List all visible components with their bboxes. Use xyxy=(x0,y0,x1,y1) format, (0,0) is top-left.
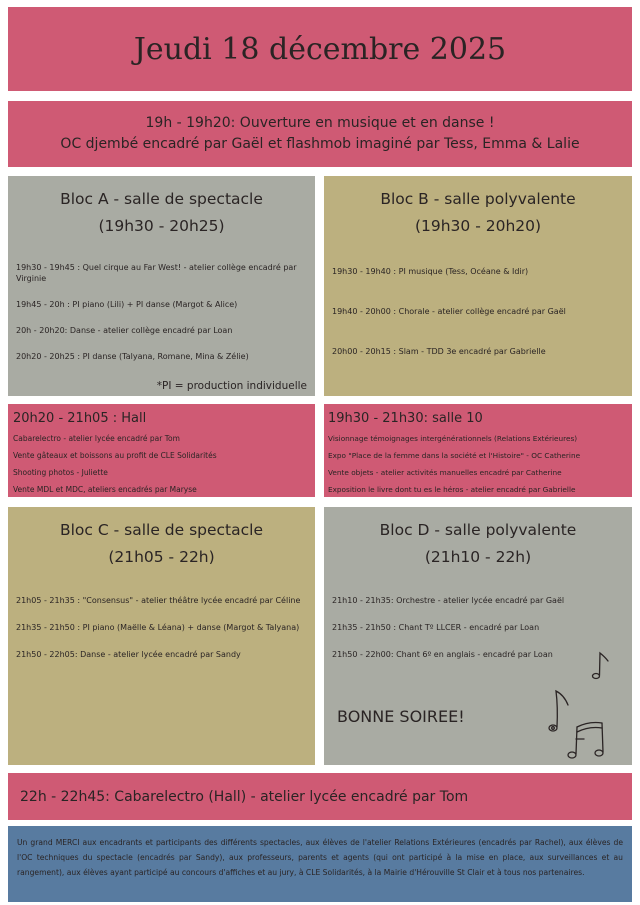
bloc-d-time: (21h10 - 22h) xyxy=(424,548,532,566)
bloc-c-panel xyxy=(8,507,315,765)
hall-item: Vente MDL et MDC, ateliers encadrés par Maryse xyxy=(13,485,197,494)
bloc-a-item: 19h30 - 19h45 : Quel cirque au Far West! - atelier collège encadré par Virginie xyxy=(16,263,297,283)
bloc-b-time: (19h30 - 20h20) xyxy=(414,217,542,235)
bloc-a-note: *PI = production individuelle xyxy=(156,380,307,392)
hall-panel xyxy=(8,404,315,497)
opening-line-1: 19h - 19h20: Ouverture en musique et en danse ! xyxy=(145,115,495,131)
bloc-a-title: Bloc A - salle de spectacle xyxy=(60,190,263,208)
bloc-b-title: Bloc B - salle polyvalente xyxy=(380,190,576,208)
salle10-item: Exposition le livre dont tu es le héros - atelier encadré par Gabrielle xyxy=(328,485,576,494)
hall-item: Shooting photos - Juliette xyxy=(13,468,108,477)
bloc-c-title: Bloc C - salle de spectacle xyxy=(59,521,263,539)
opening-banner xyxy=(8,101,632,167)
bloc-a-panel xyxy=(8,176,315,396)
thanks-panel xyxy=(8,826,632,902)
bloc-b-item: 20h00 - 20h15 : Slam - TDD 3e encadré par Gabrielle xyxy=(332,347,546,356)
hall-title: 20h20 - 21h05 : Hall xyxy=(13,411,147,426)
bloc-d-item: 21h35 - 21h50 : Chant Tº LLCER - encadré par Loan xyxy=(332,623,540,632)
bloc-d-item: 21h10 - 21h35: Orchestre - atelier lycée encadré par Gaël xyxy=(332,596,565,605)
salle10-item: Visionnage témoignages intergénérationnels (Relations Extérieures) xyxy=(328,434,578,443)
page-title: Jeudi 18 décembre 2025 xyxy=(133,31,507,67)
hall-item: Cabarelectro - atelier lycée encadré par Tom xyxy=(13,434,180,443)
bloc-c-time: (21h05 - 22h) xyxy=(108,548,215,566)
bloc-a-item: 19h45 - 20h : PI piano (Lili) + PI danse (Margot & Alice) xyxy=(16,300,238,309)
bloc-b-panel xyxy=(324,176,632,396)
cabaret-banner xyxy=(8,773,632,820)
bloc-a-time: (19h30 - 20h25) xyxy=(98,217,225,235)
bloc-d-title: Bloc D - salle polyvalente xyxy=(379,521,577,539)
bloc-d-panel xyxy=(324,507,632,765)
bloc-d-item: 21h50 - 22h00: Chant 6º en anglais - encadré par Loan xyxy=(332,650,553,659)
salle10-item: Vente objets - atelier activités manuelles encadré par Catherine xyxy=(328,468,562,477)
hall-item: Vente gâteaux et boissons au profit de CLE Solidarités xyxy=(13,451,217,460)
music-notes-icon xyxy=(542,647,622,762)
cabaret-text: 22h - 22h45: Cabarelectro (Hall) - atelier lycée encadré par Tom xyxy=(20,788,469,805)
salle10-panel xyxy=(324,404,632,497)
bloc-c-item: 21h35 - 21h50 : PI piano (Maëlle & Léana) + danse (Margot & Talyana) xyxy=(16,623,300,632)
bloc-c-item: 21h05 - 21h35 : "Consensus" - atelier théâtre lycée encadré par Céline xyxy=(16,596,301,605)
thanks-text: Un grand MERCI aux encadrants et participants des différents spectacles, aux élèves de l'atelier Relations Extérieures (encadrés par Rachel), aux élèves de l'OC techniques du spectacle (encadrés par Sandy), aux professeurs, parents et agents (qui ont participé à la mise en place, aux surveillances et au rangement), aux élèves ayant participé au concours d'affiches et au jury, à CLE Solidarités, à la Mairie d'Hérouville St Clair et à tous nos partenaires. xyxy=(17,838,623,877)
salle10-title: 19h30 - 21h30: salle 10 xyxy=(328,411,483,426)
opening-line-2: OC djembé encadré par Gaël et flashmob imaginé par Tess, Emma & Lalie xyxy=(60,136,580,152)
salle10-item: Expo "Place de la femme dans la société et l'Histoire" - OC Catherine xyxy=(328,451,581,460)
bloc-b-item: 19h30 - 19h40 : PI musique (Tess, Océane & Idir) xyxy=(332,267,529,276)
bloc-a-item: 20h20 - 20h25 : PI danse (Talyana, Romane, Mina & Zélie) xyxy=(16,352,249,361)
bloc-a-item: 20h - 20h20: Danse - atelier collège encadré par Loan xyxy=(16,326,233,335)
bonne-soiree-text: BONNE SOIREE! xyxy=(337,707,465,726)
bloc-b-item: 19h40 - 20h00 : Chorale - atelier collège encadré par Gaël xyxy=(332,307,566,316)
bloc-c-item: 21h50 - 22h05: Danse - atelier lycée encadré par Sandy xyxy=(16,650,241,659)
title-banner xyxy=(8,7,632,91)
